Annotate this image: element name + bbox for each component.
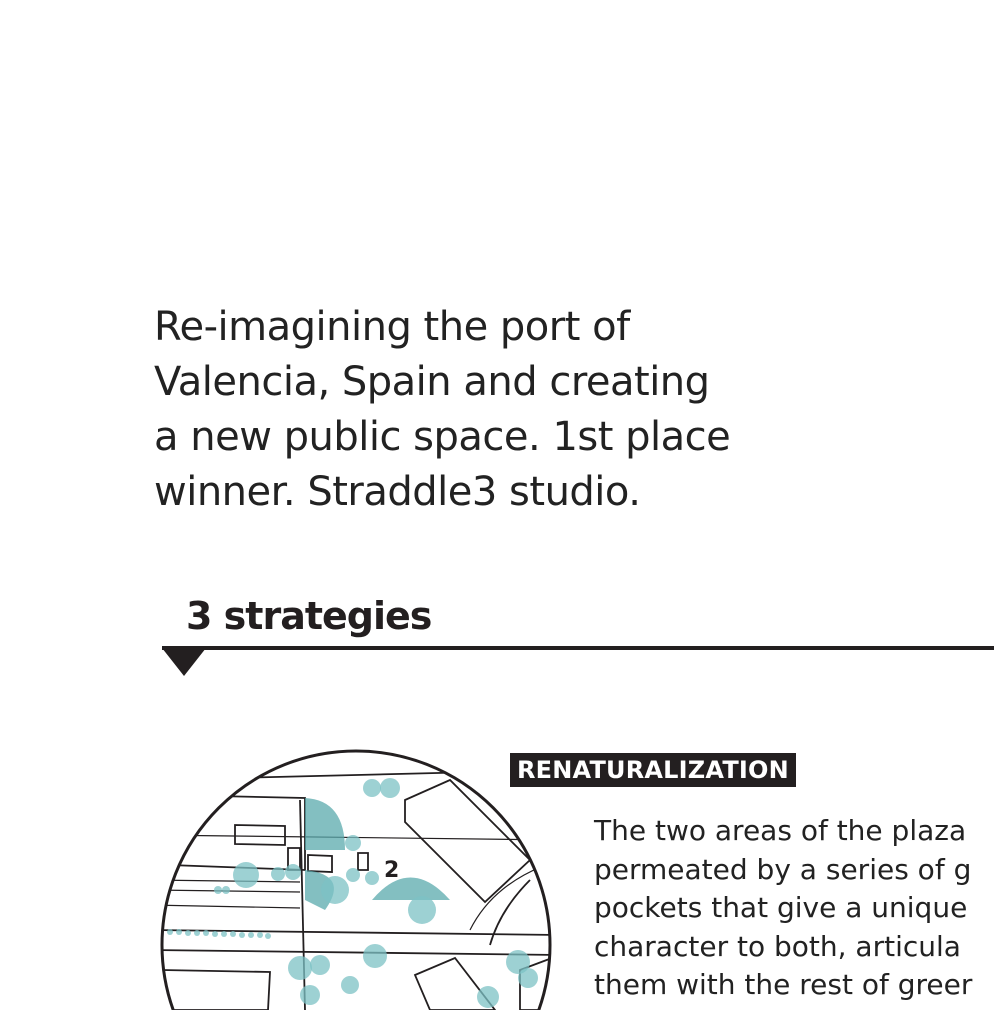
intro-paragraph [154,300,834,520]
strategy-body-line: permeated by a series of g [594,852,972,886]
intro-line: a new public space. 1st place [154,414,731,460]
site-plan-diagram [150,740,560,1010]
plan-marker-label: 2 [384,858,400,883]
strategy-description [594,812,994,1005]
strategy-body-line: The two areas of the plaza [594,814,967,847]
strategy-body-line: character to both, articula [594,929,961,963]
section-title: 3 strategies [186,594,432,638]
strategy-label: RENATURALIZATION [510,753,796,787]
section-arrow-icon [162,648,206,676]
section-divider [162,646,994,650]
strategy-body-line: pockets that give a unique [594,891,968,924]
strategy-body-line: them with the rest of greer [594,968,973,1001]
intro-line: Valencia, Spain and creating [154,359,710,405]
intro-line: Re-imagining the port of [154,304,630,350]
intro-line: winner. Straddle3 studio. [154,469,641,515]
